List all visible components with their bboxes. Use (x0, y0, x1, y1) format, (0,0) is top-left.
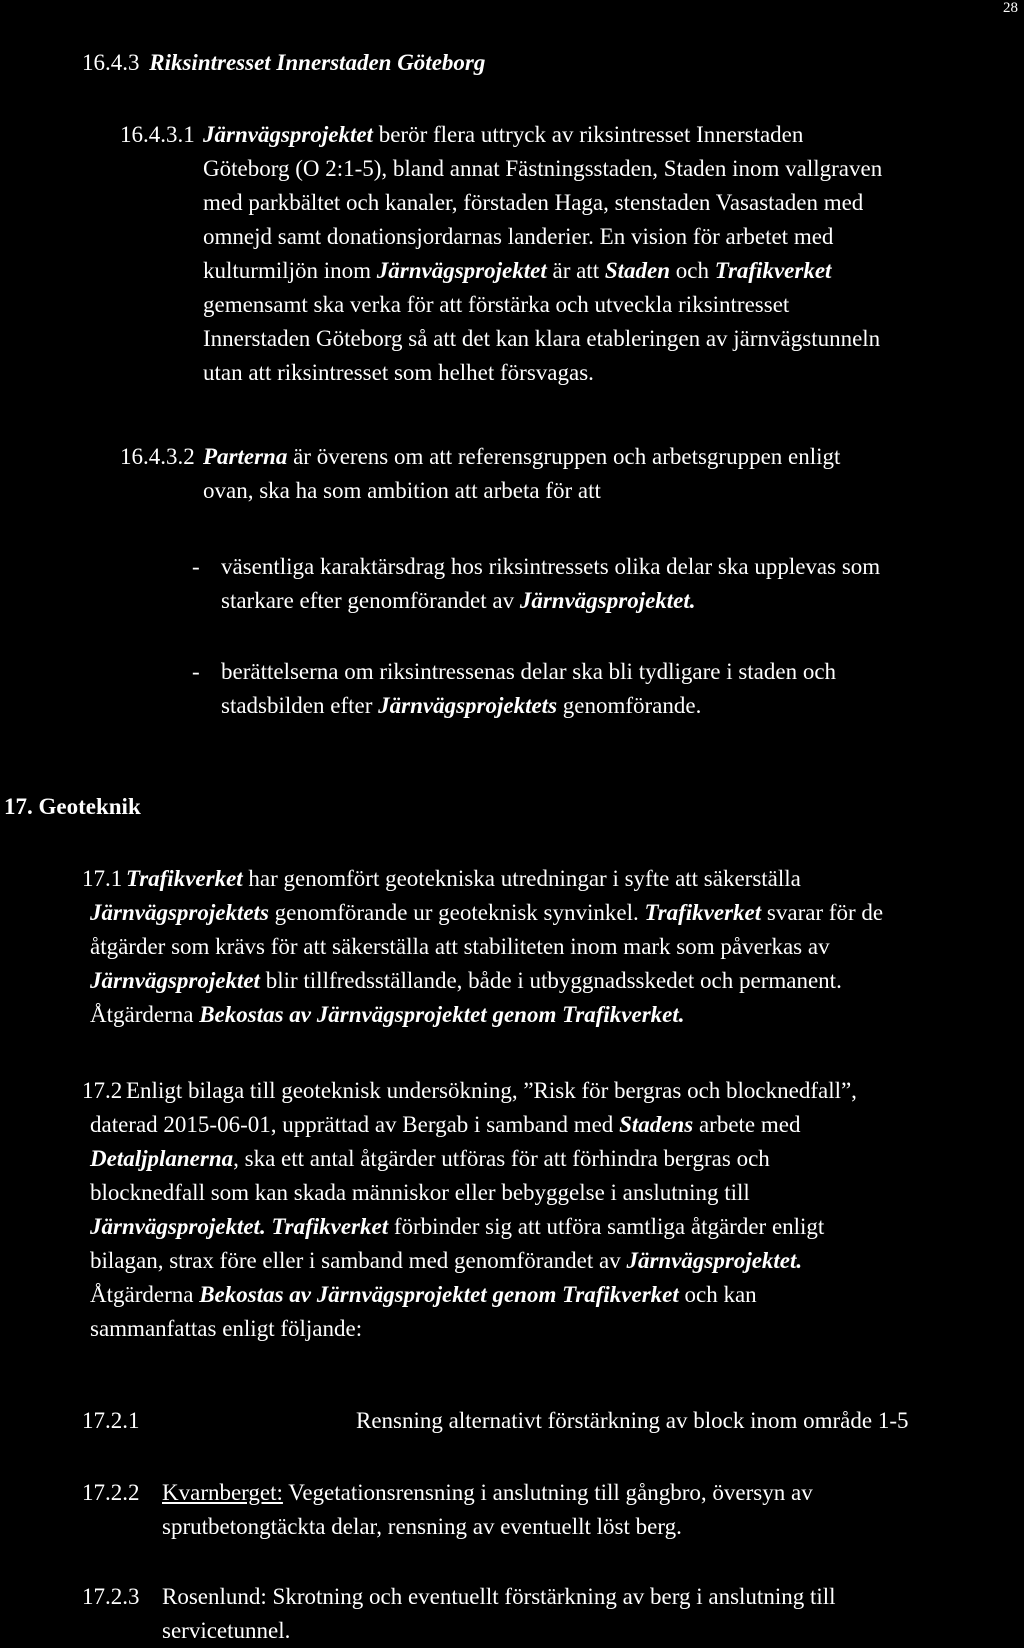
text-run: arbete med (693, 1112, 801, 1137)
paragraph-number: 16.4.3.1 (120, 122, 195, 147)
party-term: Trafikverket (714, 258, 832, 283)
text-run: Åtgärderna (90, 1282, 200, 1307)
paragraph-number: 17.2.2 (82, 1480, 140, 1505)
cost-clause: Bekostas av Järnvägsprojektet genom Trafikverket (199, 1282, 679, 1307)
paragraph-number: 16.4.3.2 (120, 444, 195, 469)
party-term: Staden (604, 258, 671, 283)
text-line: blocknedfall som kan skada människor eller bebyggelse i anslutning till (90, 1180, 750, 1205)
party-term: Stadens (619, 1112, 694, 1137)
text-run: Vegetationsrensning i anslutning till gångbro, översyn av (282, 1480, 813, 1505)
paragraph-body (126, 1074, 857, 1108)
text-run: kulturmiljön inom (203, 258, 377, 283)
text-line: Enligt bilaga till geoteknisk undersökning, ”Risk för bergras och blocknedfall”, (126, 1078, 857, 1103)
party-term: Trafikverket (126, 866, 243, 891)
project-term: Järnvägsprojektet. Trafikverket (90, 1214, 389, 1239)
text-run: och kan (678, 1282, 757, 1307)
project-term: Järnvägsprojektet. (519, 588, 696, 613)
text-run: , ska ett antal åtgärder utföras för att förhindra bergras och (233, 1146, 770, 1171)
party-term: Parterna (203, 444, 288, 469)
text-line: berättelserna om riksintressenas delar ska bli tydligare i staden och (221, 659, 837, 684)
project-term: Järnvägsprojektets (90, 900, 269, 925)
text-run: stadsbilden efter (221, 693, 379, 718)
project-term: Järnvägsprojektet (376, 258, 547, 283)
paragraph-number: 17.2 (82, 1078, 123, 1103)
paragraph-body (162, 1580, 836, 1648)
paragraph-number: 17.1 (82, 866, 123, 891)
section-17-heading: 17. Geoteknik (4, 794, 141, 819)
bullet-item (221, 550, 880, 618)
text-run: förbinder sig att utföra samtliga åtgärder enligt (388, 1214, 825, 1239)
text-run: blir tillfredsställande, både i utbyggnadsskedet och permanent. (259, 968, 842, 993)
text-line: omnejd samt donationsjordarnas landerier. En vision för arbetet med (203, 224, 834, 249)
project-term: Järnvägsprojektet. (626, 1248, 803, 1273)
text-run: har genomfört geotekniska utredningar i syfte att säkerställa (242, 866, 801, 891)
paragraph-number: 17.2.1 (82, 1408, 140, 1433)
text-run: starkare efter genomförandet av (221, 588, 520, 613)
section-16-4-3-heading (82, 46, 485, 80)
text-line: väsentliga karaktärsdrag hos riksintressets olika delar ska upplevas som (221, 554, 881, 579)
text-run: är överens om att referensgruppen och arbetsgruppen enligt (287, 444, 841, 469)
paragraph-body-continued (90, 896, 883, 1032)
text-line: sprutbetongtäckta delar, rensning av eventuellt löst berg. (162, 1514, 682, 1539)
text-run: Åtgärderna (90, 1002, 200, 1027)
project-term: Järnvägsprojektet (203, 122, 373, 147)
paragraph-body-continued (90, 1108, 824, 1346)
text-run: genomförande ur geoteknisk synvinkel. (268, 900, 645, 925)
paragraph-number: 17.2.3 (82, 1584, 140, 1609)
paragraph-body: Rensning alternativt förstärkning av block inom område 1-5 (356, 1408, 909, 1433)
text-run: genomförande. (557, 693, 702, 718)
project-term: Järnvägsprojektets (378, 693, 558, 718)
text-line: sammanfattas enligt följande: (90, 1316, 363, 1341)
paragraph-body (203, 440, 840, 508)
text-line: med parkbältet och kanaler, förstaden Haga, stenstaden Vasastaden med (203, 190, 864, 215)
plan-term: Detaljplanerna (90, 1146, 234, 1171)
party-term: Trafikverket (644, 900, 762, 925)
text-run: bilagan, strax före eller i samband med genomförandet av (90, 1248, 627, 1273)
page-number: 28 (1003, 0, 1018, 16)
paragraph-body (126, 862, 801, 896)
text-line: Rosenlund: Skrotning och eventuellt förstärkning av berg i anslutning till (162, 1584, 836, 1609)
text-run: är att (546, 258, 605, 283)
paragraph-body (162, 1476, 813, 1544)
text-run: berör flera uttryck av riksintresset Innerstaden (372, 122, 804, 147)
project-term: Järnvägsprojektet (90, 968, 260, 993)
text-line: utan att riksintresset som helhet försvagas. (203, 360, 594, 385)
section-title: Riksintresset Innerstaden Göteborg (149, 50, 486, 75)
cost-clause: Bekostas av Järnvägsprojektet genom Trafikverket. (199, 1002, 685, 1027)
text-run: svarar för de (761, 900, 884, 925)
place-name: Kvarnberget: (162, 1480, 283, 1505)
bullet-dash: - (192, 659, 200, 684)
text-line: Göteborg (O 2:1-5), bland annat Fästningsstaden, Staden inom vallgraven (203, 156, 883, 181)
text-run: och (670, 258, 715, 283)
bullet-dash: - (192, 554, 200, 579)
text-line: Innerstaden Göteborg så att det kan klara etableringen av järnvägstunneln (203, 326, 881, 351)
section-number: 16.4.3 (82, 50, 140, 75)
text-line: åtgärder som krävs för att säkerställa att stabiliteten inom mark som påverkas av (90, 934, 830, 959)
text-line: gemensamt ska verka för att förstärka och utveckla riksintresset (203, 292, 790, 317)
text-line: servicetunnel. (162, 1618, 291, 1643)
bullet-item (221, 655, 836, 723)
text-line: ovan, ska ha som ambition att arbeta för att (203, 478, 601, 503)
text-run: daterad 2015-06-01, upprättad av Bergab i samband med (90, 1112, 620, 1137)
paragraph-body (203, 118, 882, 390)
